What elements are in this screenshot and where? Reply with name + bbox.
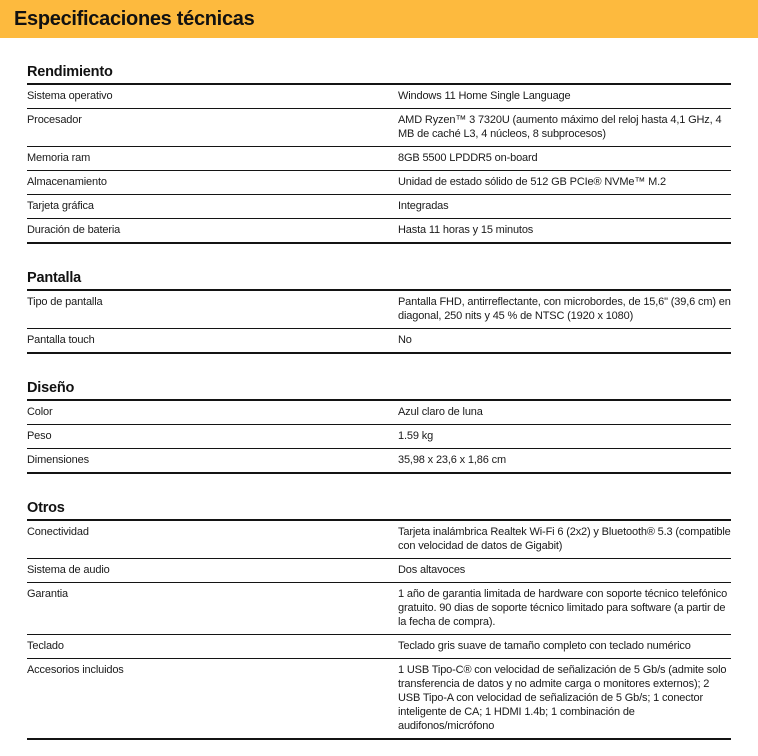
spec-value: 1.59 kg: [398, 430, 434, 442]
spec-row: [27, 195, 731, 219]
spec-section-0: [27, 64, 731, 244]
spec-row: [27, 171, 731, 195]
section-title: Pantalla: [27, 270, 731, 291]
spec-value: 1 USB Tipo-C® con velocidad de señalización de 5 Gb/s (admite solo transferencia de datos y no admite carga o monitores externos); 2 USB Tipo-A con velocidad de señalización de 5 Gb/s; 1 conector inteligente de CA; 1 HDMI 1.4b; 1 combinación de audifonos/micrófono: [398, 664, 727, 732]
spec-label: Garantia: [27, 588, 68, 600]
spec-row: [27, 559, 731, 583]
spec-label: Sistema operativo: [27, 90, 113, 102]
spec-label: Tipo de pantalla: [27, 296, 103, 308]
spec-value: Teclado gris suave de tamaño completo con teclado numérico: [398, 640, 691, 652]
spec-row: [27, 291, 731, 329]
spec-value: 8GB 5500 LPDDR5 on-board: [398, 152, 538, 164]
section-title: Rendimiento: [27, 64, 731, 85]
spec-value: Integradas: [398, 200, 449, 212]
spec-label: Teclado: [27, 640, 64, 652]
spec-value: Tarjeta inalámbrica Realtek Wi-Fi 6 (2x2) y Bluetooth® 5.3 (compatible con velocidad de datos de Gigabit): [398, 526, 731, 552]
spec-row: [27, 521, 731, 559]
spec-label: Accesorios incluidos: [27, 664, 124, 676]
spec-value: Hasta 11 horas y 15 minutos: [398, 224, 534, 236]
spec-label: Dimensiones: [27, 454, 89, 466]
spec-row: [27, 635, 731, 659]
spec-value: Dos altavoces: [398, 564, 466, 576]
spec-row: [27, 425, 731, 449]
spec-value: Azul claro de luna: [398, 406, 483, 418]
spec-row: [27, 401, 731, 425]
section-title: Diseño: [27, 380, 731, 401]
spec-label: Tarjeta gráfica: [27, 200, 94, 212]
section-title: Otros: [27, 500, 731, 521]
spec-value: 35,98 x 23,6 x 1,86 cm: [398, 454, 506, 466]
spec-section-2: [27, 380, 731, 474]
spec-value: Unidad de estado sólido de 512 GB PCIe® NVMe™ M.2: [398, 176, 666, 188]
spec-section-1: [27, 270, 731, 354]
spec-label: Memoria ram: [27, 152, 91, 164]
spec-section-3: [27, 500, 731, 740]
spec-label: Color: [27, 406, 53, 418]
spec-value: Windows 11 Home Single Language: [398, 90, 571, 102]
spec-label: Duración de bateria: [27, 224, 121, 236]
spec-label: Almacenamiento: [27, 176, 107, 188]
page-title: Especificaciones técnicas: [14, 7, 255, 30]
spec-label: Pantalla touch: [27, 334, 95, 346]
spec-row: [27, 147, 731, 171]
spec-row: [27, 329, 731, 354]
spec-row: [27, 659, 731, 740]
spec-label: Peso: [27, 430, 52, 442]
spec-value: No: [398, 334, 412, 346]
spec-row: [27, 85, 731, 109]
spec-row: [27, 449, 731, 474]
spec-row: [27, 219, 731, 244]
spec-value: Pantalla FHD, antirreflectante, con microbordes, de 15,6" (39,6 cm) en diagonal, 250 nits y 45 % de NTSC (1920 x 1080): [398, 296, 731, 322]
spec-row: [27, 109, 731, 147]
spec-value: 1 año de garantia limitada de hardware con soporte técnico telefónico gratuito. 90 dias de soporte técnico limitado para software (a partir de la fecha de compra).: [398, 588, 728, 628]
spec-label: Conectividad: [27, 526, 89, 538]
spec-label: Procesador: [27, 114, 82, 126]
spec-sections: [0, 64, 758, 740]
spec-value: AMD Ryzen™ 3 7320U (aumento máximo del reloj hasta 4,1 GHz, 4 MB de caché L3, 4 núcleos, 8 subprocesos): [398, 114, 722, 140]
spec-row: [27, 583, 731, 635]
spec-label: Sistema de audio: [27, 564, 110, 576]
page-header: [0, 0, 758, 38]
